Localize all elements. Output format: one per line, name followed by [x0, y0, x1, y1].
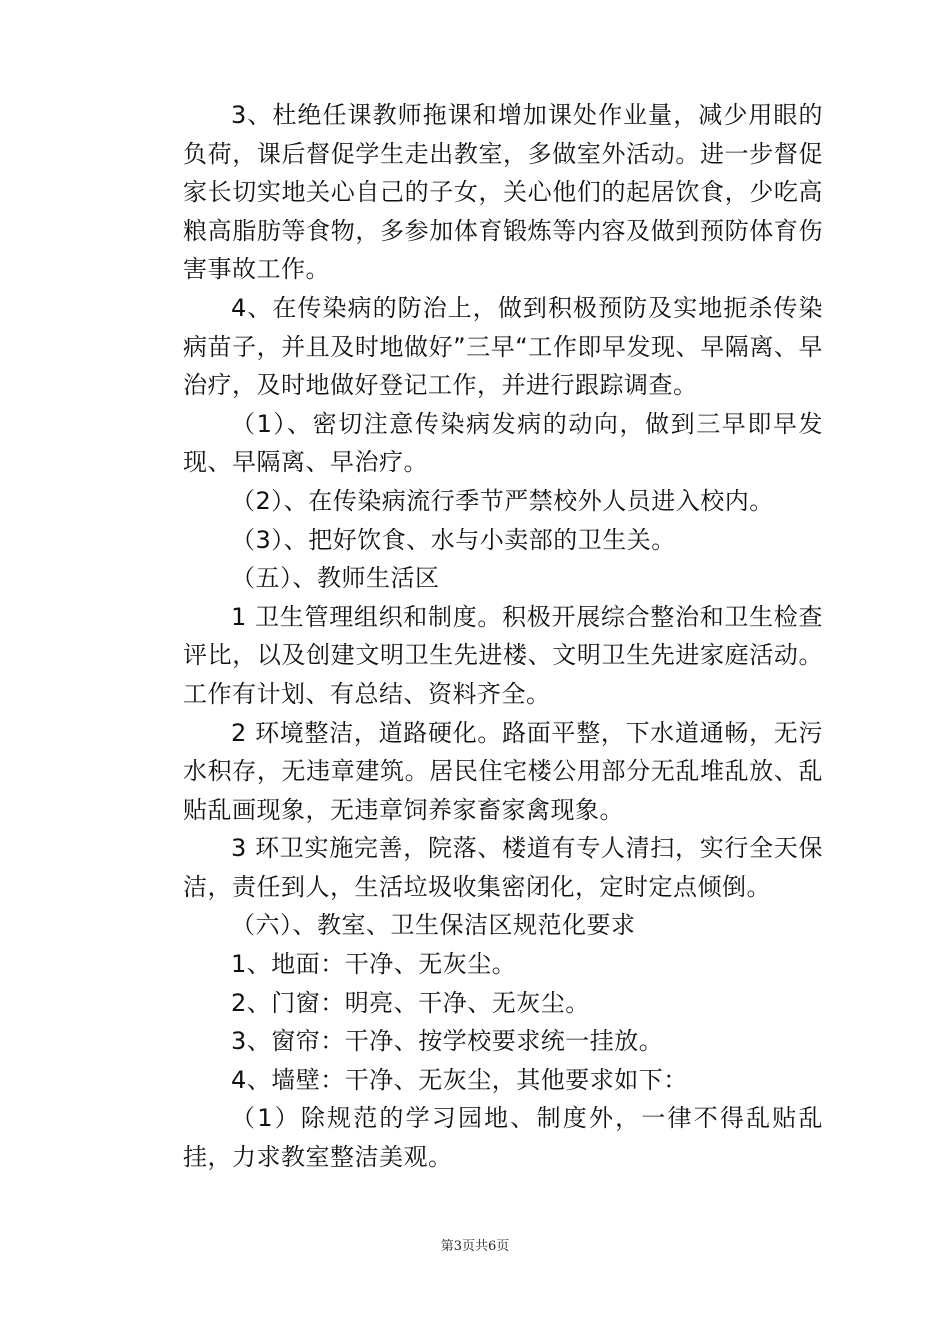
paragraph-environment: 2 环境整洁，道路硬化。路面平整，下水道通畅，无污水积存，无违章建筑。居民住宅楼公用部分无乱堆乱放、乱贴乱画现象，无违章饲养家畜家禽现象。 [183, 718, 823, 824]
paragraph-sanitation: 3 环卫实施完善，院落、楼道有专人清扫，实行全天保洁，责任到人，生活垃圾收集密闭化，定时定点倾倒。 [183, 834, 823, 901]
section-heading-teacher-living-area: （五）、教师生活区 [231, 564, 440, 593]
document-body [183, 96, 823, 1177]
page-number-footer: 第3页共6页 [440, 1239, 510, 1254]
paragraph-eye-protection: 3、杜绝任课教师拖课和增加课处作业量，减少用眼的负荷，课后督促学生走出教室，多做室外活动。进一步督促家长切实地关心自己的子女，关心他们的起居饮食，少吃高粮高脂肪等食物，多参加体育锻炼等内容及做到预防体育伤害事故工作。 [183, 101, 823, 284]
paragraph-curtains: 3、窗帘：干净、按学校要求统一挂放。 [231, 1027, 664, 1056]
paragraph-floor: 1、地面：干净、无灰尘。 [231, 950, 517, 979]
paragraph-hygiene-management: 1 卫生管理组织和制度。积极开展综合整治和卫生检查评比，以及创建文明卫生先进楼、文明卫生先进家庭活动。工作有计划、有总结、资料齐全。 [183, 602, 823, 708]
paragraph-wall-item-1: （1）除规范的学习园地、制度外，一律不得乱贴乱挂，力求教室整洁美观。 [183, 1104, 823, 1172]
paragraph-item-1-trend: （1）、密切注意传染病发病的动向，做到三早即早发现、早隔离、早治疗。 [183, 409, 823, 477]
section-heading-classroom-requirements: （六）、教室、卫生保洁区规范化要求 [231, 911, 636, 940]
paragraph-infectious-disease: 4、在传染病的防治上，做到积极预防及实地扼杀传染病苗子，并且及时地做好”三早“工作即早发现、早隔离、早治疗，及时地做好登记工作，并进行跟踪调查。 [183, 293, 823, 400]
paragraph-item-2-visitors: （2）、在传染病流行季节严禁校外人员进入校内。 [231, 486, 774, 515]
paragraph-doors-windows: 2、门窗：明亮、干净、无灰尘。 [231, 988, 590, 1017]
paragraph-walls: 4、墙壁：干净、无灰尘，其他要求如下： [231, 1065, 688, 1094]
paragraph-item-3-food: （3）、把好饮食、水与小卖部的卫生关。 [231, 525, 676, 554]
